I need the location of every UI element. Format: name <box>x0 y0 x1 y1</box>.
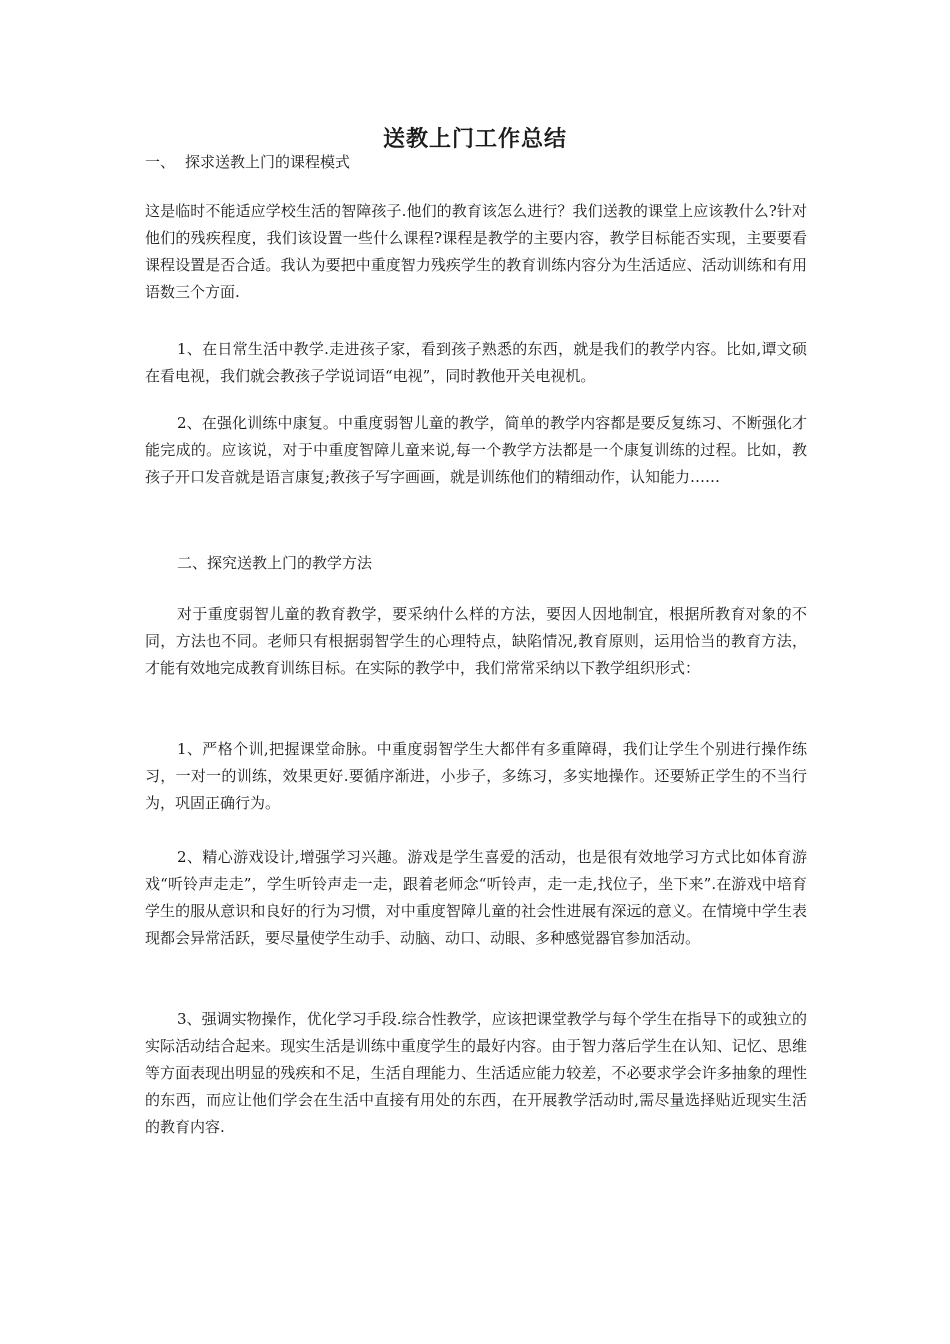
section-heading-2: 二、探究送教上门的教学方法 <box>177 554 373 572</box>
paragraph-7: 3、强调实物操作，优化学习手段.综合性教学，应该把课堂教学与每个学生在指导下的或独立的实际活动结合起来。现实生活是训练中重度学生的最好内容。由于智力落后学生在认知、记忆、思维等方面表现出明显的残疾和不足，生活自理能力、生活适应能力较差，不必要求学会许多抽象的理性的东西，而应让他们学会在生活中直接有用处的东西，在开展教学活动时,需尽量选择贴近现实生活的教育内容. <box>145 1010 807 1136</box>
paragraph-4: 对于重度弱智儿童的教育教学，要采纳什么样的方法，要因人因地制宜，根据所教育对象的不同，方法也不同。老师只有根据弱智学生的心理特点，缺陷情况,教育原则，运用恰当的教育方法，才能有效地完成教育训练目标。在实际的教学中，我们常常采纳以下教学组织形式： <box>145 605 807 677</box>
paragraph-5: 1、严格个训,把握课堂命脉。中重度弱智学生大都伴有多重障碍，我们让学生个别进行操作练习，一对一的训练，效果更好.要循序渐进，小步子，多练习，多实地操作。还要矫正学生的不当行为，巩固正确行为。 <box>145 740 807 812</box>
paragraph-6: 2、精心游戏设计,增强学习兴趣。游戏是学生喜爱的活动，也是很有效地学习方式比如体育游戏“听铃声走走”，学生听铃声走一走，跟着老师念“听铃声，走一走,找位子，坐下来”.在游戏中培育学生的服从意识和良好的行为习惯，对中重度智障儿童的社会性进展有深远的意义。在情境中学生表现都会异常活跃，要尽量使学生动手、动脑、动口、动眼、多种感觉器官参加活动。 <box>145 848 807 947</box>
paragraph-1: 这是临时不能适应学校生活的智障孩子.他们的教育该怎么进行？我们送教的课堂上应该教什么?针对他们的残疾程度，我们该设置一些什么课程?课程是教学的主要内容，教学目标能否实现，主要要看课程设置是否合适。我认为要把中重度智力残疾学生的教育训练内容分为生活适应、活动训练和有用语数三个方面. <box>145 202 807 301</box>
document-title: 送教上门工作总结 <box>382 126 567 152</box>
paragraph-3: 2、在强化训练中康复。中重度弱智儿童的教学，简单的教学内容都是要反复练习、不断强化才能完成的。应该说，对于中重度智障儿童来说,每一个教学方法都是一个康复训练的过程。比如，教孩子开口发音就是语言康复;教孩子写字画画，就是训练他们的精细动作，认知能力…… <box>145 414 807 486</box>
section-heading-1 <box>145 152 350 172</box>
section-number-1: 一、 <box>145 153 176 171</box>
paragraph-2: 1、在日常生活中教学.走进孩子家，看到孩子熟悉的东西，就是我们的教学内容。比如,谭文硕在看电视，我们就会教孩子学说词语“电视”，同时教他开关电视机。 <box>145 340 807 385</box>
section-heading-1-text: 探求送教上门的课程模式 <box>185 153 351 171</box>
